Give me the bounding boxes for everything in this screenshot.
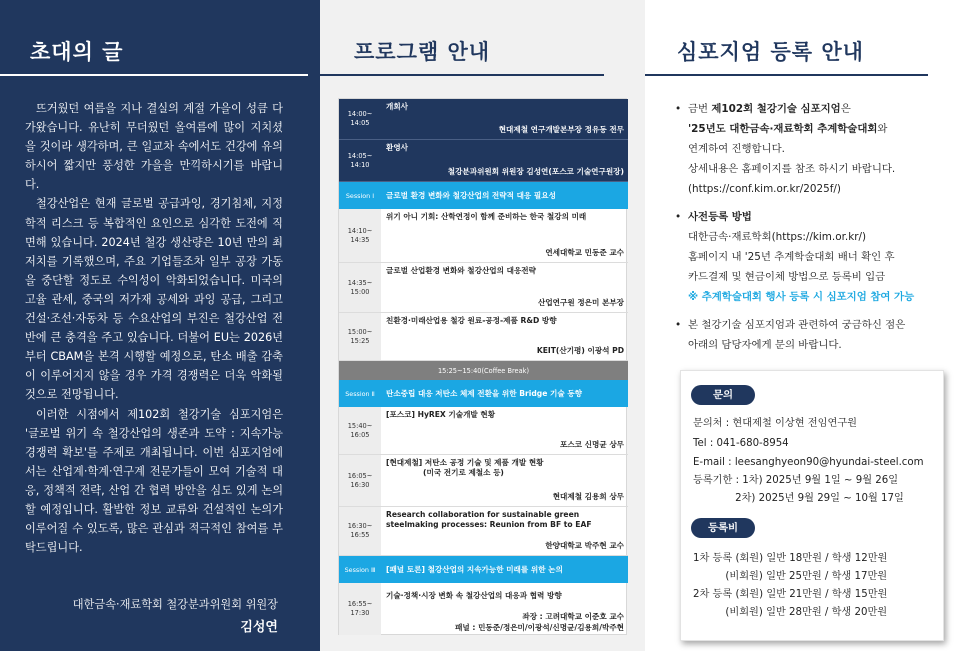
program-row bbox=[339, 313, 628, 361]
invitation-paragraph: 뜨거웠던 여름을 지나 결실의 계절 가을이 성큼 다가왔습니다. 유난히 무더웠던 올여름에 많이 지치셨을 것이라 생각하며, 큰 일교차 속에서도 건강에 유의하시어 짧지만 풍성한 가을을 만끽하시기를 바랍니다. bbox=[25, 102, 283, 192]
bullet-preregistration bbox=[675, 207, 914, 307]
text: 카드결제 및 현금이체 방법으로 등록비 입금 bbox=[688, 271, 886, 283]
program-row bbox=[339, 455, 628, 507]
contact-email: E-mail : leesanghyeon90@hyundai-steel.com bbox=[693, 457, 924, 468]
fee-line: 1차 등록 (회원) 일반 18만원 / 학생 12만원 bbox=[693, 553, 888, 564]
speaker-text: 한양대학교 박주현 교수 bbox=[545, 541, 624, 550]
bullet-inquiry bbox=[675, 315, 905, 355]
topic-text: Research collaboration for sustainable green steelmaking processes: Reunion from BF to EAF bbox=[386, 510, 592, 529]
topic-text: 글로벌 산업환경 변화와 철강산업의 대응전략 bbox=[386, 266, 536, 275]
time-cell: 14:05~ 14:10 bbox=[339, 140, 381, 181]
session-title: 탄소중립 대응 저탄소 체제 전환을 위한 Bridge 기술 동향 bbox=[386, 389, 583, 398]
session-title: [패널 토론] 철강산업의 지속가능한 미래를 위한 논의 bbox=[386, 565, 563, 574]
bullet-symposium-info bbox=[675, 99, 895, 199]
text: 홈페이지 내 '25년 추계학술대회 배너 확인 후 bbox=[688, 251, 895, 263]
registration-panel bbox=[645, 0, 960, 651]
invitation-title: 초대의 글 bbox=[30, 40, 124, 64]
time-cell: 14:10~ 14:35 bbox=[339, 209, 381, 262]
contact-phone: Tel : 041-680-8954 bbox=[693, 438, 789, 449]
speaker-text: KEIT(산기평) 이광석 PD bbox=[536, 346, 624, 355]
contact-line: 문의처 : 현대제철 이상현 전임연구원 bbox=[693, 418, 858, 429]
program-panel bbox=[320, 0, 645, 651]
speaker-text: 현대제철 연구개발본부장 정유동 전무 bbox=[498, 125, 624, 134]
homepage-link[interactable]: (https://conf.kim.or.kr/2025f/) bbox=[688, 183, 841, 195]
deadline-line: 2차) 2025년 9월 29일 ~ 10월 17일 bbox=[693, 493, 904, 504]
text: 와 bbox=[877, 123, 888, 135]
program-title: 프로그램 안내 bbox=[354, 40, 491, 64]
text: 대한금속·재료학회(https://kim.or.kr/) bbox=[688, 231, 867, 243]
fee-line: (비회원) 일반 25만원 / 학생 17만원 bbox=[693, 571, 888, 582]
text: 본 철강기술 심포지엄과 관련하여 궁금하신 점은 bbox=[688, 319, 906, 331]
program-row bbox=[339, 99, 628, 140]
topic-text: 친환경·미래산업용 철강 원료-공정-제품 R&D 방향 bbox=[386, 316, 557, 325]
program-row bbox=[339, 263, 628, 313]
speaker-text: 연세대학교 민동준 교수 bbox=[545, 248, 624, 257]
topic-text: [포스코] HyREX 기술개발 현황 bbox=[386, 410, 496, 419]
topic-text: 위기 아니 기회: 산학연정이 함께 준비하는 한국 철강의 미래 bbox=[386, 212, 587, 221]
fee-line: 2차 등록 (회원) 일반 21만원 / 학생 15만원 bbox=[693, 589, 888, 600]
session-title: 글로벌 환경 변화와 철강산업의 전략적 대응 필요성 bbox=[386, 191, 556, 200]
speaker-text: 현대제철 김용희 상무 bbox=[552, 492, 624, 501]
speaker-text: 좌장 : 고려대학교 이준호 교수 패널 : 민동준/정은미/이광석/신명균/김용희/박주현 bbox=[455, 612, 624, 632]
bullet-dot: • bbox=[675, 211, 682, 223]
program-row bbox=[339, 407, 628, 455]
text: 상세내용은 홈페이지를 참조 하시기 바랍니다. bbox=[688, 163, 896, 175]
text: 금번 bbox=[688, 103, 712, 115]
program-row bbox=[339, 140, 628, 182]
time-cell: 15:40~ 16:05 bbox=[339, 407, 381, 454]
program-row bbox=[339, 507, 628, 556]
registration-divider bbox=[645, 74, 928, 76]
time-cell: 16:05~ 16:30 bbox=[339, 455, 381, 506]
time-cell: 16:55~ 17:30 bbox=[339, 583, 381, 635]
session-header bbox=[339, 556, 628, 583]
deadline-line: 등록기한 : 1차) 2025년 9월 1일 ~ 9월 26일 bbox=[693, 475, 899, 486]
contact-pill: 문의 bbox=[691, 385, 755, 405]
session-label: Session Ⅱ bbox=[345, 389, 375, 398]
signature-name: 김성연 bbox=[240, 620, 278, 635]
session-label: Session Ⅰ bbox=[345, 191, 375, 200]
speaker-text: 철강분과위원회 위원장 김성연(포스코 기술연구원장) bbox=[447, 167, 624, 176]
invitation-panel bbox=[0, 0, 320, 651]
coffee-break-row: 15:25~15:40(Coffee Break) bbox=[339, 361, 628, 380]
session-header bbox=[339, 182, 628, 209]
time-cell: 14:00~ 14:05 bbox=[339, 99, 381, 139]
bullet-dot: • bbox=[675, 319, 682, 331]
text: 연계하여 진행합니다. bbox=[688, 143, 785, 155]
topic-text: 환영사 bbox=[386, 143, 409, 152]
topic-text: [현대제철] 저탄소 공정 기술 및 제품 개발 현황 (미국 전기로 제철소 등) bbox=[386, 458, 544, 477]
speaker-text: 포스코 신명균 상무 bbox=[560, 440, 624, 449]
program-table bbox=[338, 98, 627, 635]
time-cell: 15:00~ 15:25 bbox=[339, 313, 381, 360]
text: 은 bbox=[840, 103, 851, 115]
fee-line: (비회원) 일반 28만원 / 학생 20만원 bbox=[693, 607, 888, 618]
registration-note: ※ 추계학술대회 행사 등록 시 심포지엄 참여 가능 bbox=[688, 291, 915, 303]
symposium-name: 제102회 철강기술 심포지엄 bbox=[711, 103, 841, 115]
session-label: Session Ⅲ bbox=[344, 565, 376, 574]
text: 아래의 담당자에게 문의 바랍니다. bbox=[688, 339, 842, 351]
session-header bbox=[339, 380, 628, 407]
invitation-paragraph: 이러한 시점에서 제102회 철강기술 심포지엄은 '글로벌 위기 속 철강산업의 생존과 도약 : 지속가능 경쟁력 확보'를 주제로 개최됩니다. 이번 심포지엄에서는 산업계·학계·연구계 전문가들이 모여 기술적 대응, 정책적 전략, 산업 간 협력 방안을 심도 있게 논의할 예정입니다. 활발한 정보 교류와 건설적인 논의가 이루어질 수 있도록, 많은 관심과 적극적인 참여를 부탁드립니다. bbox=[25, 407, 283, 555]
time-cell: 14:35~ 15:00 bbox=[339, 263, 381, 312]
topic-text: 기술·정책·시장 변화 속 철강산업의 대응과 협력 방향 bbox=[386, 591, 562, 600]
invitation-divider bbox=[0, 74, 308, 76]
conference-name: '25년도 대한금속·재료학회 추계학술대회 bbox=[688, 123, 878, 135]
speaker-text: 산업연구원 정은미 본부장 bbox=[538, 298, 624, 307]
program-divider bbox=[320, 74, 604, 76]
fee-pill: 등록비 bbox=[691, 518, 755, 538]
registration-title: 심포지엄 등록 안내 bbox=[677, 40, 864, 64]
signature-organization: 대한금속·재료학회 철강분과위원회 위원장 bbox=[72, 598, 278, 611]
contact-fee-card bbox=[680, 370, 944, 641]
time-cell: 16:30~ 16:55 bbox=[339, 507, 381, 555]
invitation-paragraph: 철강산업은 현재 글로벌 공급과잉, 경기침체, 지정학적 리스크 등 복합적인 요인으로 심각한 도전에 직면해 있습니다. 2024년 철강 생산량은 10년 만의 최저치를 기록했으며, 주요 기업들조차 일부 공장 가동을 중단할 정도로 수익성이 악화되었습니다. 미국의 고율 관세, 중국의 저가재 공세와 과잉 공급, 그리고 건설·조선·자동차 등 수요산업의 부진은 철강산업 전반에 큰 충격을 주고 있습니다. 더불어 EU는 2026년부터 CBAM을 본격 시행할 예정으로, 탄소 배출 감축이 이루어지지 않을 경우 가격 경쟁력은 더욱 악화될 것으로 전망됩니다. bbox=[25, 197, 283, 402]
preregistration-heading: 사전등록 방법 bbox=[688, 211, 752, 223]
topic-text: 개회사 bbox=[386, 102, 409, 111]
program-row bbox=[339, 583, 628, 635]
program-row bbox=[339, 209, 628, 263]
bullet-dot: • bbox=[675, 103, 682, 115]
invitation-body bbox=[25, 99, 283, 557]
